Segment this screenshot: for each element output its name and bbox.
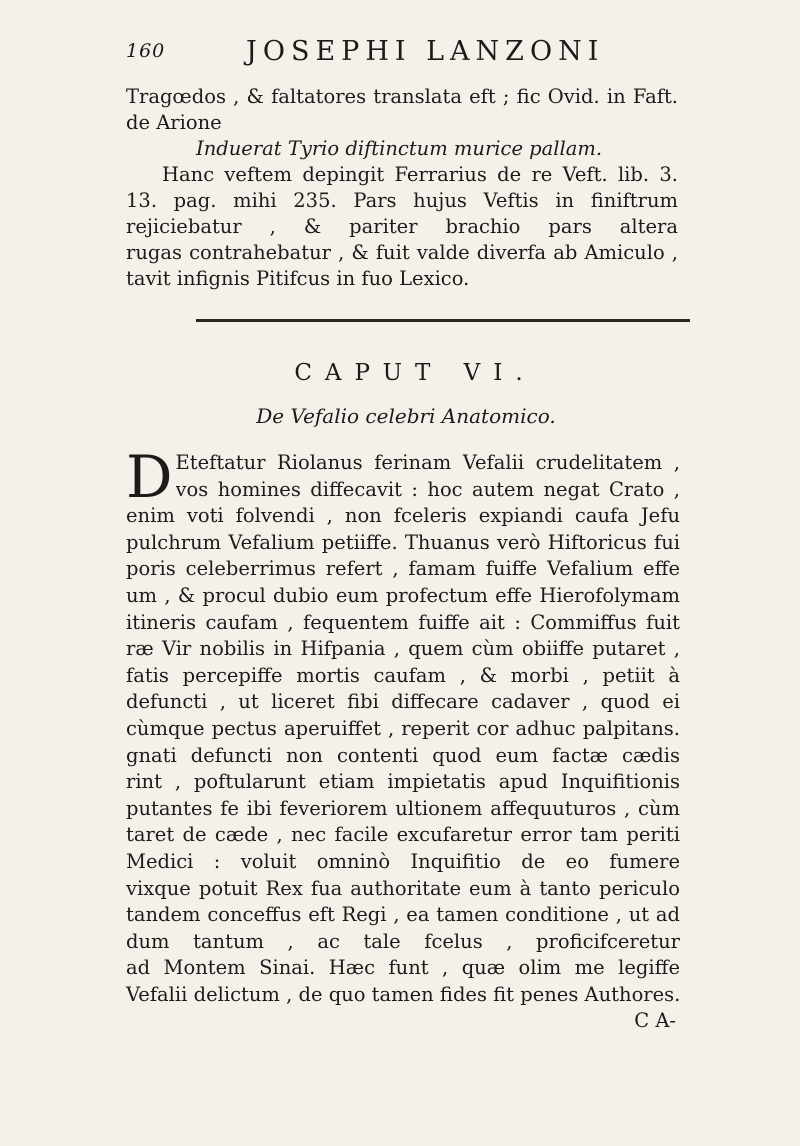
verse-quotation: Induerat Tyrio diftinctum murice pallam. bbox=[196, 137, 603, 160]
text-line: Eteftatur Riolanus ferinam Vefalii crudelitatem , bbox=[175, 451, 680, 474]
page-number: 160 bbox=[126, 40, 166, 62]
text-line: fatis percepiffe mortis caufam , & morbi , petiit à bbox=[126, 663, 680, 687]
text-line: cùmque pectus aperuiffet , reperit cor adhuc palpitans. bbox=[126, 716, 680, 740]
text-line: defuncti , ut liceret fibi diffecare cadaver , quod ei bbox=[126, 690, 680, 714]
text-line: rejiciebatur , & pariter brachio pars altera bbox=[126, 215, 678, 238]
catchword: C A- bbox=[634, 1009, 676, 1033]
chapter-heading: CAPUT VI. bbox=[294, 360, 536, 386]
section-rule bbox=[196, 319, 690, 322]
text-line: Vefalii delictum , de quo tamen fides fit penes Authores. bbox=[126, 982, 681, 1006]
page-header bbox=[126, 36, 686, 72]
text-line: tandem conceffus eft Regi , ea tamen conditione , ut ad bbox=[126, 903, 680, 927]
chapter-subtitle: De Vefalio celebri Anatomico. bbox=[256, 404, 556, 428]
text-line: poris celeberrimus refert , famam fuiffe Vefalium effe bbox=[126, 557, 680, 581]
text-line: Medici : voluit omninò Inquifitio de eo fumere bbox=[126, 849, 680, 873]
text-line: taret de cæde , nec facile excufaretur error tam periti bbox=[126, 823, 680, 847]
text-line: ræ Vir nobilis in Hifpania , quem cùm obiiffe putaret , bbox=[126, 637, 680, 661]
chapter-body bbox=[126, 443, 681, 1035]
text-line: tavit infignis Pitifcus in fuo Lexico. bbox=[126, 267, 470, 290]
text-line: rint , poftularunt etiam impietatis apud Inquifitionis bbox=[126, 770, 680, 794]
text-line: de Arione bbox=[126, 111, 222, 134]
text-line: ad Montem Sinai. Hæc funt , quæ olim me legiffe bbox=[126, 956, 680, 980]
text-line: Hanc veftem depingit Ferrarius de re Veft. lib. 3. bbox=[162, 163, 678, 186]
running-head: JOSEPHI LANZONI bbox=[246, 36, 605, 67]
text-line: um , & procul dubio eum profectum effe Hierofolymam bbox=[126, 583, 680, 607]
text-line: vixque potuit Rex fua authoritate eum à tanto periculo bbox=[126, 876, 680, 900]
text-line: dum tantum , ac tale fcelus , proficifceretur bbox=[126, 929, 680, 953]
text-line: enim voti folvendi , non fceleris expiandi caufa Jefu bbox=[126, 504, 680, 528]
text-line: gnati defuncti non contenti quod eum factæ cædis bbox=[126, 743, 680, 767]
text-line: pulchrum Vefalium petiiffe. Thuanus verò Hiftoricus fui bbox=[126, 530, 680, 554]
opening-paragraph bbox=[126, 84, 678, 292]
text-line: Tragœdos , & faltatores translata eft ; fic Ovid. in Faft. bbox=[126, 85, 678, 108]
text-line: putantes fe ibi feveriorem ultionem affequuturos , cùm bbox=[126, 796, 680, 820]
drop-cap: D bbox=[126, 443, 173, 511]
text-line: rugas contrahebatur , & fuit valde diverfa ab Amiculo , bbox=[126, 241, 678, 264]
text-line: 13. pag. mihi 235. Pars hujus Veftis in finiftrum bbox=[126, 189, 678, 212]
text-line: vos homines diffecavit : hoc autem negat Crato , bbox=[175, 477, 680, 501]
text-line: itineris caufam , fequentem fuiffe ait : Commiffus fuit bbox=[126, 610, 680, 634]
